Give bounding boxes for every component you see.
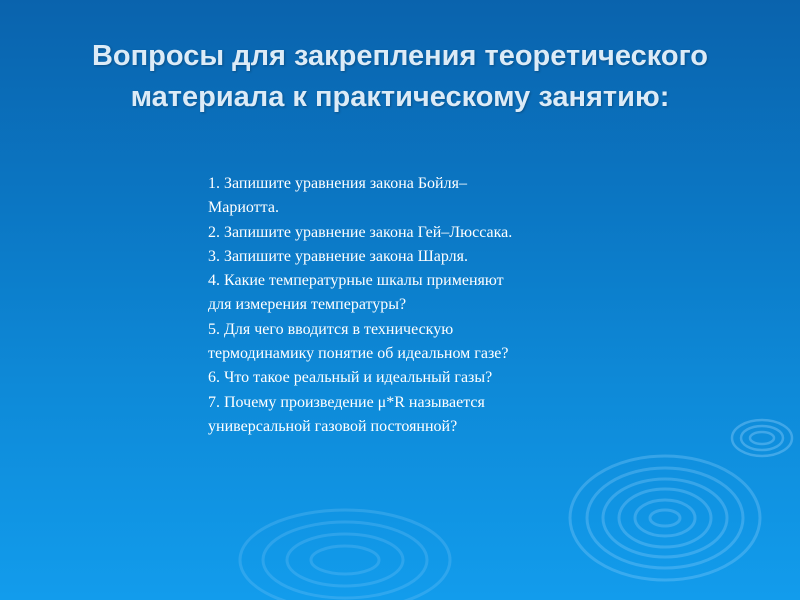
question-line: 3. Запишите уравнение закона Шарля. — [208, 247, 468, 265]
question-line: 1. Запишите уравнения закона Бойля– — [208, 175, 467, 192]
question-line: для измерения температуры? — [208, 296, 407, 314]
question-line: 4. Какие температурные шкалы применяют — [208, 272, 504, 290]
question-list — [208, 172, 608, 439]
question-line: 2. Запишите уравнение закона Гей–Люссака. — [208, 223, 513, 241]
question-line: 6. Что такое реальный и идеальный газы? — [208, 369, 493, 387]
slide-title — [40, 36, 760, 118]
question-line: 5. Для чего вводится в техническую — [208, 320, 454, 338]
question-line: Мариотта. — [208, 199, 279, 217]
slide-title-line-2: материала к практическому занятию: — [130, 81, 670, 113]
question-line: термодинамику понятие об идеальном газе? — [208, 345, 509, 363]
question-line: 7. Почему произведение μ*R называется — [208, 393, 485, 411]
question-line: универсальной газовой постоянной? — [208, 417, 458, 435]
slide-title-line-1: Вопросы для закрепления теоретического — [91, 40, 708, 72]
